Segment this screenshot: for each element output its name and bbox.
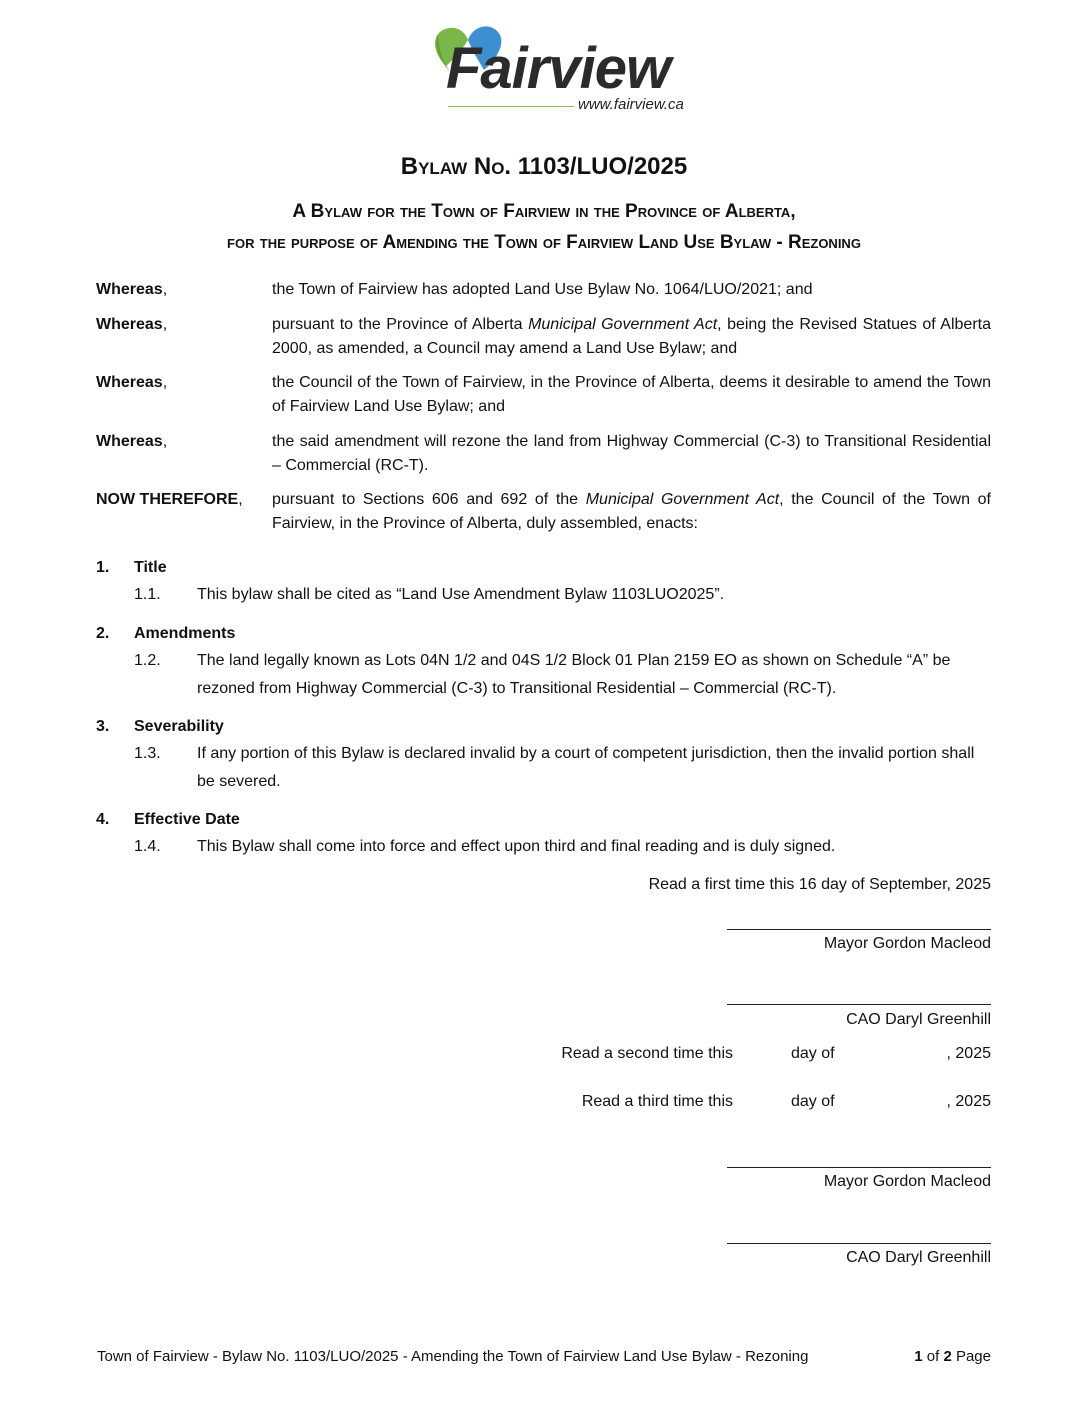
item-text: If any portion of this Bylaw is declared invalid by a court of competent jurisdiction, then the invalid portion shall be severed.	[197, 745, 975, 790]
section-number: 4.	[96, 811, 110, 828]
cao-signature-name: CAO Daryl Greenhill	[846, 1249, 991, 1266]
page-number	[914, 1347, 991, 1367]
fairview-logo	[428, 16, 728, 116]
act-name: Municipal Government Act	[528, 316, 718, 333]
reading-year: , 2025	[946, 1093, 991, 1110]
footer-text: Town of Fairview - Bylaw No. 1103/LUO/2025 - Amending the Town of Fairview Land Use Bylaw - Rezoning	[97, 1348, 809, 1365]
clause-separator: ,	[162, 433, 168, 450]
cao-signature-name: CAO Daryl Greenhill	[846, 1011, 991, 1028]
clause-label: Whereas	[96, 433, 163, 450]
clause-text	[272, 488, 991, 536]
reading-day-of: day of	[791, 1093, 835, 1110]
signature-line	[727, 1004, 991, 1005]
bylaw-subtitle-line1: A Bylaw for the Town of Fairview in the Province of Alberta,	[292, 201, 796, 222]
reading-day-of: day of	[791, 1045, 835, 1062]
section-number: 3.	[96, 718, 110, 735]
first-reading-line: Read a first time this 16 day of September, 2025	[648, 876, 991, 893]
clause-separator: ,	[162, 374, 168, 391]
clause-text-part: pursuant to Sections 606 and 692 of the	[272, 491, 586, 508]
reading-label: Read a second time this	[561, 1045, 733, 1062]
clause-separator: ,	[162, 316, 168, 333]
section-title: Severability	[134, 718, 224, 735]
item-text: This Bylaw shall come into force and effect upon third and final reading and is duly signed.	[197, 838, 836, 855]
logo-url: www.fairview.ca	[578, 96, 684, 113]
mayor-signature-name: Mayor Gordon Macleod	[823, 1173, 991, 1190]
section-title: Amendments	[134, 625, 236, 642]
page-total: 2	[943, 1348, 952, 1365]
reading-label: Read a third time this	[581, 1093, 733, 1110]
clause-text	[272, 313, 991, 361]
bylaw-number-title: Bylaw No. 1103/LUO/2025	[400, 153, 688, 180]
page-current: 1	[914, 1348, 923, 1365]
section-number: 2.	[96, 625, 110, 642]
signature-line	[727, 929, 991, 930]
item-text: This bylaw shall be cited as “Land Use Amendment Bylaw 1103LUO2025”.	[197, 586, 725, 603]
item-number: 1.4.	[134, 838, 161, 855]
clause-separator: ,	[238, 491, 243, 508]
clause-text-part: , the Council of the Town of Fairview, in the Province of Alberta, duly assembled, enacts:	[272, 491, 991, 532]
page-of: of	[926, 1348, 940, 1365]
clause-label: Whereas	[96, 374, 163, 391]
clause-text: the said amendment will rezone the land from Highway Commercial (C-3) to Transitional Residential – Commercial (RC-T).	[272, 433, 991, 474]
clause-label: Whereas	[96, 316, 163, 333]
section-number: 1.	[96, 559, 110, 576]
signature-line	[727, 1167, 991, 1168]
item-text: The land legally known as Lots 04N 1/2 and 04S 1/2 Block 01 Plan 2159 EO as shown on Schedule “A” be rezoned from Highway Commercial (C-3) to Transitional Residential – Commercial (RC-T).	[197, 652, 951, 697]
clause-text: the Town of Fairview has adopted Land Use Bylaw No. 1064/LUO/2021; and	[272, 281, 813, 298]
item-number: 1.1.	[134, 586, 161, 603]
clause-label: Whereas	[96, 281, 163, 298]
act-name: Municipal Government Act	[585, 491, 780, 508]
clause-separator: ,	[162, 281, 168, 298]
clause-text: the Council of the Town of Fairview, in the Province of Alberta, deems it desirable to amend the Town of Fairview Land Use Bylaw; and	[272, 374, 991, 415]
page-word: Page	[955, 1348, 991, 1365]
clause-label: NOW THEREFORE	[96, 491, 239, 508]
bylaw-subtitle-line2: for the purpose of Amending the Town of Fairview Land Use Bylaw - Rezoning	[227, 232, 861, 253]
signature-line	[727, 1243, 991, 1244]
section-title: Title	[134, 559, 167, 576]
logo-underline	[448, 106, 574, 107]
clause-text-part: , being the Revised Statues of Alberta 2000, as amended, a Council may amend a Land Use Bylaw; and	[272, 316, 992, 357]
mayor-signature-name: Mayor Gordon Macleod	[823, 935, 991, 952]
section-title: Effective Date	[134, 811, 240, 828]
item-number: 1.2.	[134, 652, 161, 669]
logo-wordmark: Fairview	[446, 36, 671, 101]
clause-text-part: pursuant to the Province of Alberta	[272, 316, 529, 333]
item-number: 1.3.	[134, 745, 161, 762]
reading-year: , 2025	[946, 1045, 991, 1062]
